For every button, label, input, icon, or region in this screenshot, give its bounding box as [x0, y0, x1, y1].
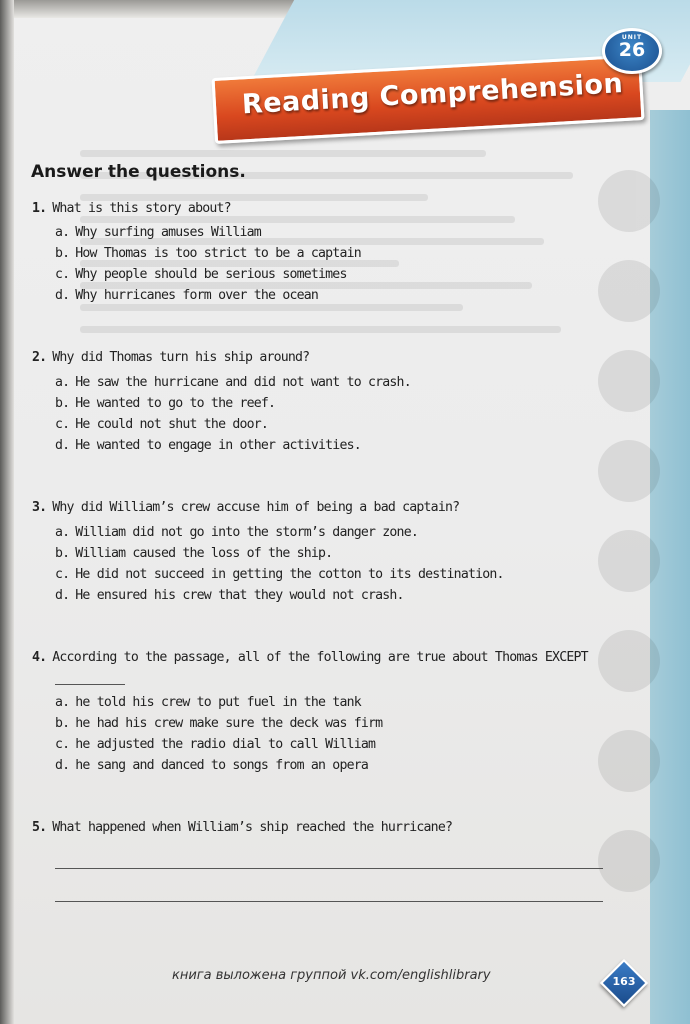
book-spine-shadow	[0, 0, 14, 1024]
option-letter: c.	[55, 267, 70, 282]
option-text: He wanted to go to the reef.	[75, 396, 276, 411]
option-text: Why people should be serious sometimes	[75, 267, 347, 282]
option-text: He wanted to engage in other activities.	[75, 438, 361, 453]
option-letter: a.	[55, 695, 70, 710]
option-text: William did not go into the storm’s danger zone.	[75, 525, 418, 540]
q1-option-a	[55, 225, 261, 240]
q4-option-c	[55, 737, 375, 752]
option-text: How Thomas is too strict to be a captain	[75, 246, 361, 261]
q2-option-b	[55, 396, 275, 411]
q4-option-b	[55, 716, 382, 731]
question-number: 3.	[32, 500, 47, 515]
option-letter: c.	[55, 417, 70, 432]
page-number: 163	[612, 975, 636, 988]
instructions-heading: Answer the questions.	[31, 162, 246, 182]
question-text: What is this story about?	[52, 201, 231, 216]
option-text: he told his crew to put fuel in the tank	[75, 695, 361, 710]
option-text: He ensured his crew that they would not crash.	[75, 588, 404, 603]
option-text: He saw the hurricane and did not want to crash.	[75, 375, 411, 390]
option-letter: c.	[55, 567, 70, 582]
q5-answer-line-2[interactable]	[55, 901, 603, 902]
option-letter: a.	[55, 375, 70, 390]
option-text: Why surfing amuses William	[75, 225, 261, 240]
option-letter: d.	[55, 288, 70, 303]
option-text: He did not succeed in getting the cotton to its destination.	[75, 567, 504, 582]
q1-option-b	[55, 246, 361, 261]
unit-badge	[602, 28, 662, 74]
q3-option-a	[55, 525, 418, 540]
question-4	[32, 650, 588, 665]
option-text: Why hurricanes form over the ocean	[75, 288, 319, 303]
q1-option-c	[55, 267, 347, 282]
option-text: He could not shut the door.	[75, 417, 269, 432]
q5-answer-line-1[interactable]	[55, 868, 603, 869]
q3-option-d	[55, 588, 404, 603]
option-letter: b.	[55, 396, 70, 411]
question-1	[32, 201, 231, 216]
question-text: What happened when William’s ship reached the hurricane?	[52, 820, 453, 835]
question-text: Why did Thomas turn his ship around?	[52, 350, 310, 365]
q3-option-c	[55, 567, 504, 582]
option-letter: b.	[55, 716, 70, 731]
option-letter: d.	[55, 758, 70, 773]
q3-option-b	[55, 546, 332, 561]
option-text: he sang and danced to songs from an opera	[75, 758, 369, 773]
question-number: 5.	[32, 820, 47, 835]
option-letter: d.	[55, 588, 70, 603]
q4-option-a	[55, 695, 361, 710]
option-letter: a.	[55, 525, 70, 540]
q2-option-c	[55, 417, 268, 432]
question-number: 1.	[32, 201, 47, 216]
question-text: According to the passage, all of the following are true about Thomas EXCEPT	[52, 650, 588, 665]
option-text: William caused the loss of the ship.	[75, 546, 333, 561]
question-number: 2.	[32, 350, 47, 365]
q2-option-d	[55, 438, 361, 453]
q4-answer-blank[interactable]	[55, 684, 125, 685]
option-letter: c.	[55, 737, 70, 752]
q4-option-d	[55, 758, 368, 773]
question-number: 4.	[32, 650, 47, 665]
option-letter: b.	[55, 546, 70, 561]
question-text: Why did William’s crew accuse him of being a bad captain?	[52, 500, 460, 515]
question-2	[32, 350, 309, 365]
option-text: he had his crew make sure the deck was firm	[75, 716, 383, 731]
unit-number: 26	[618, 39, 646, 61]
option-text: he adjusted the radio dial to call William	[75, 737, 376, 752]
option-letter: b.	[55, 246, 70, 261]
watermark-note: книга выложена группой vk.com/englishlibrary	[172, 968, 491, 983]
option-letter: d.	[55, 438, 70, 453]
q1-option-d	[55, 288, 318, 303]
unit-label: UNIT	[621, 34, 643, 41]
q2-option-a	[55, 375, 411, 390]
question-5	[32, 820, 452, 835]
section-title: Reading Comprehension	[241, 68, 624, 121]
question-3	[32, 500, 459, 515]
option-letter: a.	[55, 225, 70, 240]
